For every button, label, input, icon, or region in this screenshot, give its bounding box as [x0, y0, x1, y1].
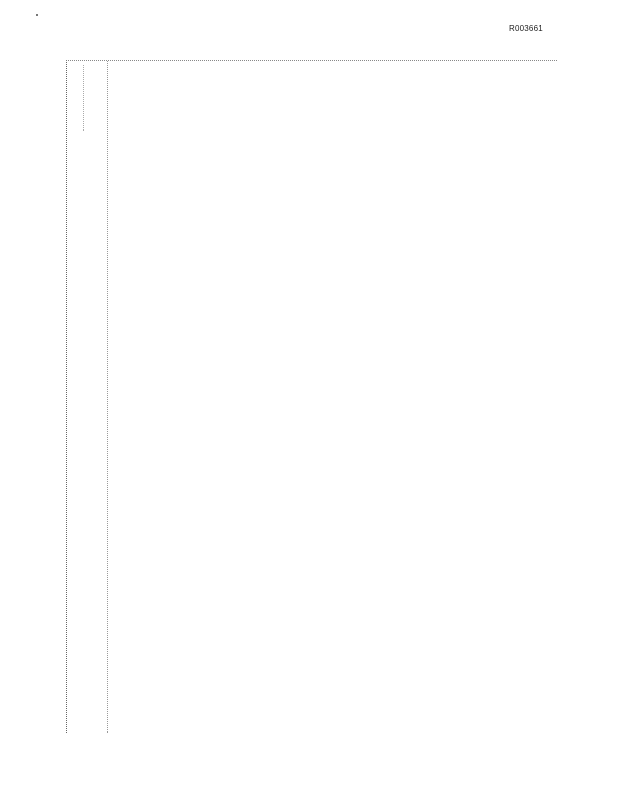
table-row — [269, 61, 278, 733]
table-row — [541, 61, 550, 733]
table-row — [494, 61, 503, 733]
rotated-table — [67, 61, 557, 733]
table-row — [184, 61, 193, 733]
table-row — [165, 61, 174, 733]
table-row — [466, 61, 475, 733]
table-row — [231, 61, 240, 733]
table-row — [278, 61, 287, 733]
table-row — [381, 61, 390, 733]
table-row — [175, 61, 184, 733]
table-row — [363, 61, 372, 733]
table-row — [325, 61, 334, 733]
table-row — [137, 61, 146, 733]
header-group — [83, 65, 84, 131]
table-row — [475, 61, 484, 733]
table-row — [240, 61, 249, 733]
table-row — [438, 61, 447, 733]
table-row — [532, 61, 541, 733]
table-row — [212, 61, 221, 733]
table-row — [503, 61, 512, 733]
table-body — [109, 61, 550, 733]
table-row — [428, 61, 437, 733]
table-row — [118, 61, 127, 733]
table-row — [513, 61, 522, 733]
table-row — [128, 61, 137, 733]
table-row — [485, 61, 494, 733]
table-row — [316, 61, 325, 733]
document-id: R003661 — [509, 24, 543, 33]
table-row — [147, 61, 156, 733]
table-row — [456, 61, 465, 733]
table-row — [372, 61, 381, 733]
table-row — [222, 61, 231, 733]
scan-speck — [36, 14, 38, 16]
table-row — [297, 61, 306, 733]
table-row — [109, 61, 118, 733]
table-row — [156, 61, 165, 733]
table-row — [391, 61, 400, 733]
table-row — [400, 61, 409, 733]
table-row — [306, 61, 315, 733]
table-row — [203, 61, 212, 733]
table-row — [250, 61, 259, 733]
table-row — [334, 61, 343, 733]
table-row — [522, 61, 531, 733]
table-row — [344, 61, 353, 733]
table-row — [410, 61, 419, 733]
table-frame — [66, 60, 557, 733]
table-row — [194, 61, 203, 733]
table-row — [353, 61, 362, 733]
table-row — [419, 61, 428, 733]
table-row — [447, 61, 456, 733]
table-row — [287, 61, 296, 733]
table-row — [259, 61, 268, 733]
table-header — [81, 61, 108, 733]
